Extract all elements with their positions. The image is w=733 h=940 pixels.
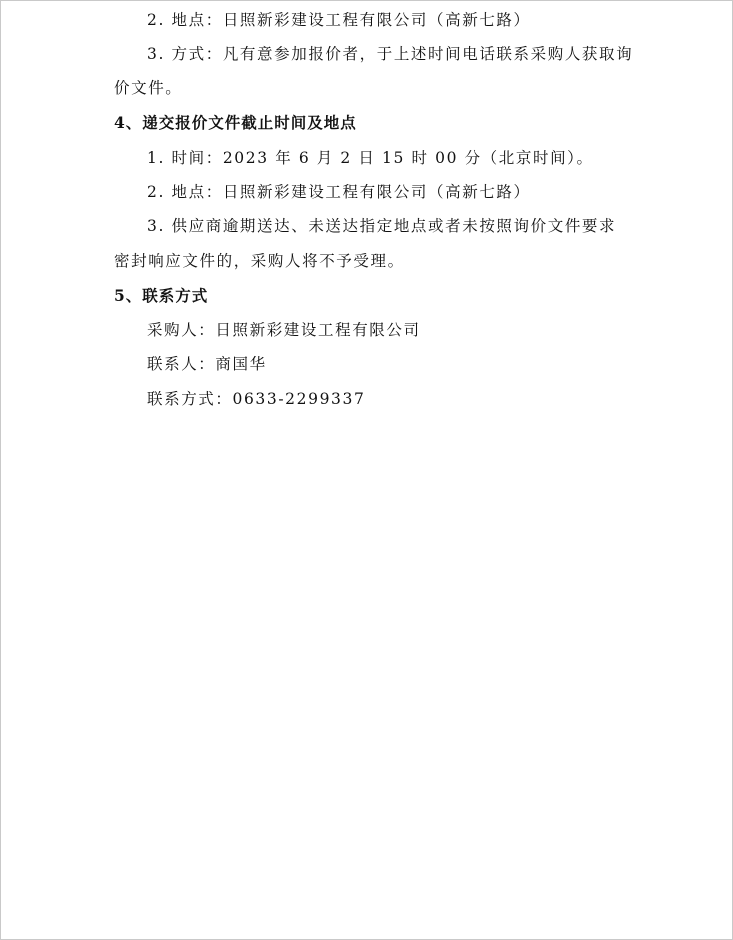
- section4-item3-line2: 密封响应文件的，采购人将不予受理。: [114, 252, 405, 270]
- section3-item3-method-line1: 3. 方式：凡有意参加报价者，于上述时间电话联系采购人获取询: [147, 45, 634, 63]
- section3-item2-location: 2. 地点：日照新彩建设工程有限公司（高新七路）: [147, 11, 531, 29]
- section3-item3-method-line2: 价文件。: [114, 79, 183, 97]
- section4-item2-location: 2. 地点：日照新彩建设工程有限公司（高新七路）: [147, 183, 531, 201]
- section4-item1-time: 1. 时间：2023 年 6 月 2 日 15 时 00 分（北京时间）。: [147, 149, 594, 167]
- section4-item3-line1: 3. 供应商逾期送达、未送达指定地点或者未按照询价文件要求: [147, 217, 617, 235]
- section4-heading: 4、递交报价文件截止时间及地点: [114, 113, 357, 132]
- contact-info-line: 联系方式：0633-2299337: [147, 390, 366, 408]
- purchaser-line: 采购人：日照新彩建设工程有限公司: [147, 321, 421, 339]
- contact-person-line: 联系人：商国华: [147, 355, 267, 373]
- section5-heading: 5、联系方式: [114, 286, 209, 305]
